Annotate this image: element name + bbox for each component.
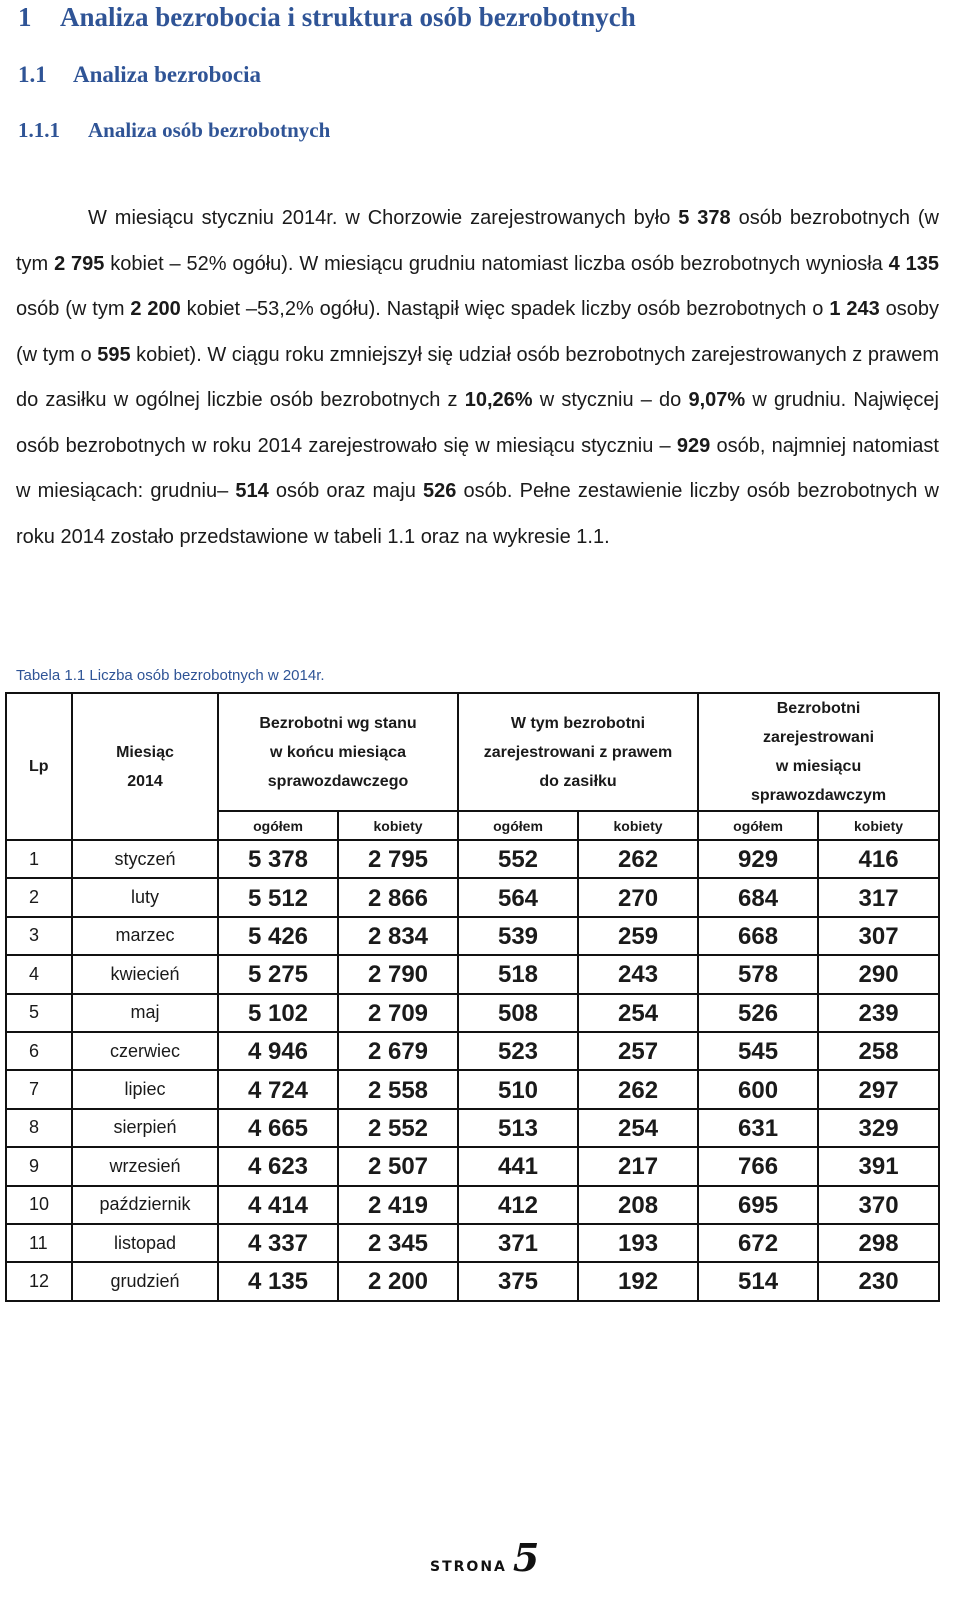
highlight-value: 2 200 [130, 298, 181, 320]
cell-value: 192 [578, 1262, 698, 1300]
highlight-value: 514 [235, 480, 269, 502]
header-line: zarejestrowani z prawem [483, 743, 673, 761]
unemployment-table [5, 692, 940, 1302]
cell-lp: 1 [6, 840, 72, 878]
header-month-line: Miesiąc [116, 743, 174, 761]
cell-lp: 9 [6, 1147, 72, 1185]
cell-value: 508 [458, 994, 578, 1032]
cell-month: sierpień [72, 1109, 218, 1147]
paragraph-text: kobiet –53,2% ogółu). Nastąpił więc spadek liczby osób bezrobotnych o [180, 298, 830, 320]
highlight-value: 595 [97, 343, 131, 366]
cell-value: 2 709 [338, 994, 458, 1032]
cell-value: 2 200 [338, 1262, 458, 1300]
cell-lp: 11 [6, 1224, 72, 1262]
cell-value: 5 275 [218, 955, 338, 993]
highlight-value: 5 378 [678, 207, 731, 229]
cell-month: wrzesień [72, 1147, 218, 1185]
cell-value: 4 135 [218, 1262, 338, 1300]
cell-value: 375 [458, 1262, 578, 1300]
subheader-women: kobiety [578, 811, 698, 840]
cell-value: 2 345 [338, 1224, 458, 1262]
header-lp: Lp [6, 693, 72, 840]
cell-value: 270 [578, 878, 698, 916]
cell-value: 578 [698, 955, 818, 993]
cell-value: 929 [698, 840, 818, 878]
paragraph-text: osób bezrobotnych (w tym [16, 207, 939, 275]
cell-value: 329 [818, 1109, 939, 1147]
heading-3-text: Analiza osób bezrobotnych [88, 118, 331, 142]
cell-value: 514 [698, 1262, 818, 1300]
heading-3-number: 1.1.1 [18, 118, 60, 142]
paragraph-text: w styczniu – do [532, 389, 689, 411]
paragraph-text: w grudniu. Najwięcej osób bezrobotnych w roku 2014 zarejestrowało się w miesiącu styczniu – [16, 389, 939, 457]
cell-value: 510 [458, 1070, 578, 1108]
cell-value: 766 [698, 1147, 818, 1185]
heading-2 [18, 62, 261, 88]
cell-lp: 12 [6, 1262, 72, 1300]
header-line: zarejestrowani [762, 729, 875, 746]
cell-value: 672 [698, 1224, 818, 1262]
cell-value: 2 834 [338, 917, 458, 955]
cell-value: 298 [818, 1224, 939, 1262]
cell-value: 5 102 [218, 994, 338, 1032]
cell-value: 297 [818, 1070, 939, 1108]
cell-value: 5 512 [218, 878, 338, 916]
body-paragraph [16, 196, 939, 560]
cell-month: marzec [72, 917, 218, 955]
cell-value: 4 623 [218, 1147, 338, 1185]
highlight-value: 929 [676, 434, 711, 457]
highlight-value: 9,07% [688, 389, 746, 411]
cell-value: 564 [458, 878, 578, 916]
heading-1-number: 1 [18, 2, 32, 32]
cell-value: 523 [458, 1032, 578, 1070]
cell-value: 518 [458, 955, 578, 993]
cell-value: 539 [458, 917, 578, 955]
cell-value: 208 [578, 1186, 698, 1224]
cell-lp: 8 [6, 1109, 72, 1147]
table-caption: Tabela 1.1 Liczba osób bezrobotnych w 2014r. [16, 667, 325, 684]
subheader-total: ogółem [218, 811, 338, 840]
header-line: Bezrobotni [776, 700, 861, 717]
highlight-value: 526 [423, 480, 457, 502]
cell-value: 631 [698, 1109, 818, 1147]
table-body [6, 840, 939, 1301]
cell-value: 230 [818, 1262, 939, 1300]
table-row [6, 994, 939, 1032]
highlight-value: 2 795 [54, 252, 105, 275]
cell-value: 2 679 [338, 1032, 458, 1070]
cell-lp: 10 [6, 1186, 72, 1224]
cell-value: 4 414 [218, 1186, 338, 1224]
cell-value: 2 558 [338, 1070, 458, 1108]
header-line: w końcu miesiąca [269, 743, 407, 761]
cell-value: 441 [458, 1147, 578, 1185]
cell-value: 193 [578, 1224, 698, 1262]
cell-month: listopad [72, 1224, 218, 1262]
subheader-women: kobiety [818, 811, 939, 840]
table-row [6, 955, 939, 993]
cell-month: lipiec [72, 1070, 218, 1108]
cell-value: 317 [818, 878, 939, 916]
subheader-total: ogółem [458, 811, 578, 840]
cell-value: 412 [458, 1186, 578, 1224]
table-row [6, 1109, 939, 1147]
header-line: Bezrobotni wg stanu [259, 714, 417, 732]
cell-value: 4 946 [218, 1032, 338, 1070]
footer-word: STRONA [430, 1559, 507, 1575]
cell-value: 391 [818, 1147, 939, 1185]
subheader-women: kobiety [338, 811, 458, 840]
cell-value: 254 [578, 994, 698, 1032]
heading-2-number: 1.1 [18, 62, 47, 87]
page-footer [430, 1535, 541, 1580]
cell-value: 2 507 [338, 1147, 458, 1185]
cell-value: 4 665 [218, 1109, 338, 1147]
cell-value: 668 [698, 917, 818, 955]
table-row [6, 878, 939, 916]
table-row [6, 1224, 939, 1262]
subheader-total: ogółem [698, 811, 818, 840]
paragraph-text: osoby (w tym o [16, 298, 939, 366]
cell-month: czerwiec [72, 1032, 218, 1070]
header-line: W tym bezrobotni [510, 714, 646, 732]
cell-value: 371 [458, 1224, 578, 1262]
highlight-value: 1 243 [829, 298, 880, 320]
cell-value: 4 724 [218, 1070, 338, 1108]
cell-value: 416 [818, 840, 939, 878]
table-row [6, 1262, 939, 1300]
heading-1-text: Analiza bezrobocia i struktura osób bezrobotnych [60, 2, 636, 32]
cell-value: 259 [578, 917, 698, 955]
cell-value: 254 [578, 1109, 698, 1147]
cell-value: 600 [698, 1070, 818, 1108]
header-line: w miesiącu [775, 758, 862, 775]
header-group-benefit [458, 693, 698, 811]
cell-value: 258 [818, 1032, 939, 1070]
cell-lp: 4 [6, 955, 72, 993]
header-group-registered [698, 693, 939, 811]
cell-month: styczeń [72, 840, 218, 878]
cell-month: luty [72, 878, 218, 916]
cell-value: 370 [818, 1186, 939, 1224]
header-month [72, 693, 218, 840]
cell-lp: 5 [6, 994, 72, 1032]
table-row [6, 1032, 939, 1070]
paragraph-text: kobiet). W ciągu roku zmniejszył się udział osób bezrobotnych zarejestrowanych z prawem do zasiłku w ogólnej liczbie osób bezrobotnych z [16, 343, 940, 411]
cell-value: 262 [578, 1070, 698, 1108]
cell-value: 695 [698, 1186, 818, 1224]
cell-value: 2 552 [338, 1109, 458, 1147]
heading-1 [18, 2, 636, 33]
highlight-value: 4 135 [888, 252, 939, 275]
paragraph-text: osób, najmniej natomiast w miesiącach: grudniu– [16, 434, 939, 502]
header-month-line: 2014 [127, 772, 163, 790]
cell-value: 217 [578, 1147, 698, 1185]
header-line: sprawozdawczego [267, 772, 409, 790]
cell-value: 243 [578, 955, 698, 993]
highlight-value: 10,26% [464, 389, 533, 411]
cell-value: 4 337 [218, 1224, 338, 1262]
header-line: do zasiłku [539, 772, 617, 790]
paragraph-text: osób oraz maju [268, 480, 423, 502]
heading-2-text: Analiza bezrobocia [73, 62, 262, 87]
cell-month: kwiecień [72, 955, 218, 993]
cell-value: 545 [698, 1032, 818, 1070]
paragraph-text: W miesiącu styczniu 2014r. w Chorzowie zarejestrowanych było [88, 207, 679, 229]
cell-value: 684 [698, 878, 818, 916]
cell-value: 257 [578, 1032, 698, 1070]
cell-value: 307 [818, 917, 939, 955]
cell-month: maj [72, 994, 218, 1032]
cell-value: 5 378 [218, 840, 338, 878]
cell-month: październik [72, 1186, 218, 1224]
cell-month: grudzień [72, 1262, 218, 1300]
cell-value: 513 [458, 1109, 578, 1147]
table-row [6, 840, 939, 878]
paragraph-text: osób. Pełne zestawienie liczby osób bezrobotnych w roku 2014 zostało przedstawione w tabeli 1.1 oraz na wykresie 1.1. [16, 480, 939, 548]
page-number: 5 [512, 1535, 542, 1580]
table-row [6, 1070, 939, 1108]
table-row [6, 1147, 939, 1185]
cell-lp: 2 [6, 878, 72, 916]
cell-value: 5 426 [218, 917, 338, 955]
cell-value: 2 795 [338, 840, 458, 878]
header-line: sprawozdawczym [750, 787, 887, 804]
paragraph-text: osób (w tym [16, 298, 131, 320]
header-group-total [218, 693, 458, 811]
cell-value: 526 [698, 994, 818, 1032]
cell-value: 290 [818, 955, 939, 993]
cell-value: 262 [578, 840, 698, 878]
paragraph-text: kobiet – 52% ogółu). W miesiącu grudniu natomiast liczba osób bezrobotnych wyniosła [104, 252, 889, 275]
cell-value: 2 866 [338, 878, 458, 916]
cell-value: 2 790 [338, 955, 458, 993]
cell-value: 2 419 [338, 1186, 458, 1224]
heading-3 [18, 118, 330, 143]
cell-lp: 7 [6, 1070, 72, 1108]
table-row [6, 1186, 939, 1224]
table-row [6, 917, 939, 955]
cell-value: 552 [458, 840, 578, 878]
cell-value: 239 [818, 994, 939, 1032]
cell-lp: 3 [6, 917, 72, 955]
cell-lp: 6 [6, 1032, 72, 1070]
